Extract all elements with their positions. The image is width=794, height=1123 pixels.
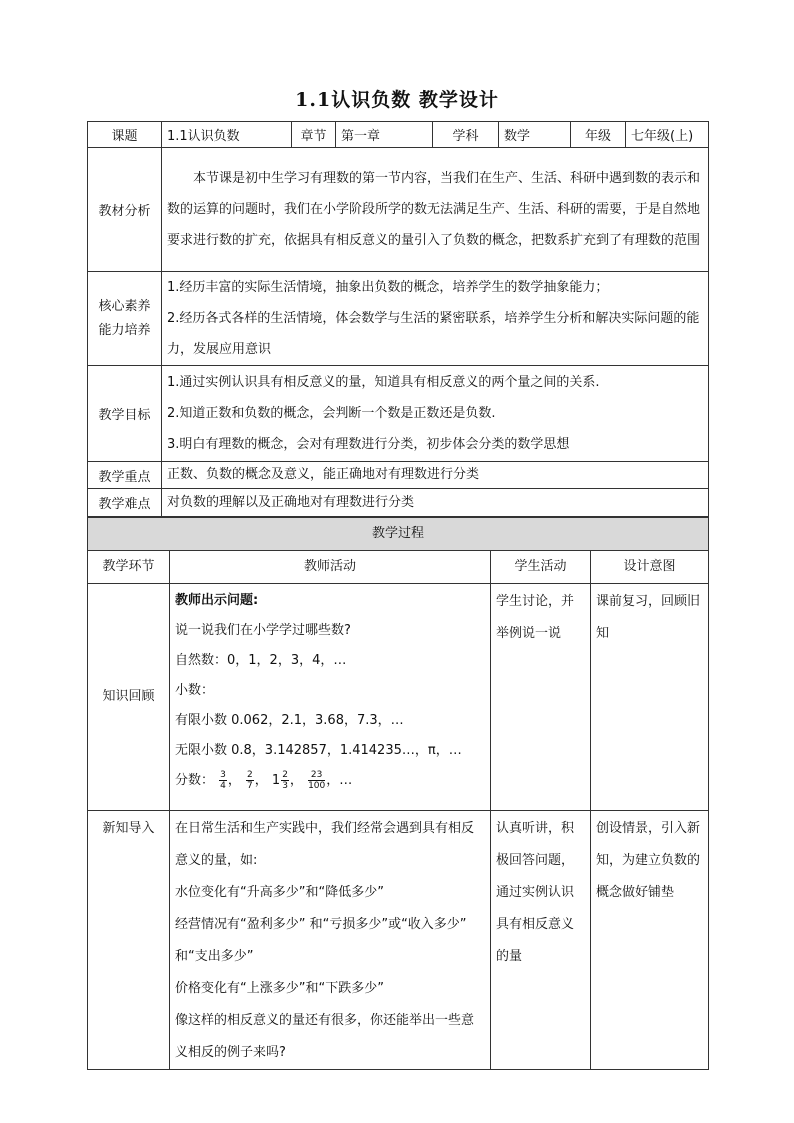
key-point-row <box>88 462 709 489</box>
intro-row <box>88 811 709 1070</box>
difficulty-label: 教学难点 <box>88 489 162 517</box>
process-title: 教学过程 <box>88 518 709 551</box>
chapter-label: 章节 <box>292 122 336 148</box>
teacher-line: 小数： <box>175 683 215 698</box>
material-analysis-row <box>88 148 709 272</box>
teacher-line: 自然数：0，1，2，3，4，… <box>175 653 347 668</box>
goals-label: 教学目标 <box>88 366 162 462</box>
intro-intent: 创设情景，引入新知，为建立负数的概念做好铺垫 <box>591 811 709 1070</box>
difficulty-text: 对负数的理解以及正确地对有理数进行分类 <box>162 489 709 517</box>
review-student: 学生讨论，并举例说一说 <box>491 584 591 811</box>
column-header: 设计意图 <box>591 551 709 584</box>
goals-row <box>88 366 709 462</box>
fraction: $\frac{23}{100}$ <box>308 770 326 791</box>
subject-label: 学科 <box>433 122 499 148</box>
page-title: 1.1认识负数 教学设计 <box>295 89 499 111</box>
teacher-line: 在日常生活和生产实践中，我们经常会遇到具有相反意义的量，如: <box>175 821 475 868</box>
topic-value: 1.1认识负数 <box>162 122 292 148</box>
grade-value: 七年级(上) <box>626 122 709 148</box>
column-header: 教学环节 <box>88 551 170 584</box>
teacher-line: 无限小数 0.8，3.142857，1.414235…，π，… <box>175 743 462 758</box>
fractions-line: 分数： $\frac{3}{4}$ ， $\frac{2}{7}$ ， 1 $\frac{2}{3}$ ， $\frac{23}{100}$ ，… <box>175 770 353 791</box>
teacher-line: 经营情况有“盈利多少” 和“亏损多少”或“收入多少” 和“支出多少” <box>175 917 467 964</box>
teacher-line: 价格变化有“上涨多少”和“下跌多少” <box>175 981 384 996</box>
key-point-text: 正数、负数的概念及意义，能正确地对有理数进行分类 <box>162 462 709 489</box>
process-table <box>87 517 709 1070</box>
overview-table <box>87 121 709 517</box>
review-stage: 知识回顾 <box>88 584 170 811</box>
goal-item: 3.明白有理数的概念，会对有理数进行分类，初步体会分类的数学思想 <box>167 437 570 452</box>
core-literacy-row <box>88 272 709 366</box>
review-intent: 课前复习，回顾旧知 <box>591 584 709 811</box>
intro-student: 认真听讲，积极回答问题，通过实例认识具有相反意义的量 <box>491 811 591 1070</box>
review-row <box>88 584 709 811</box>
column-header: 教师活动 <box>170 551 491 584</box>
column-header: 学生活动 <box>491 551 591 584</box>
teacher-heading: 教师出示问题: <box>175 593 259 608</box>
process-header-row <box>88 551 709 584</box>
fraction: $\frac{3}{4}$ <box>220 770 226 791</box>
teacher-line: 有限小数 0.062，2.1，3.68，7.3，… <box>175 713 404 728</box>
intro-stage: 新知导入 <box>88 811 170 1070</box>
fractions-label: 分数： <box>175 773 215 788</box>
topic-label: 课题 <box>88 122 162 148</box>
core-literacy-item: 2.经历各式各样的生活情境，体会数学与生活的紧密联系，培养学生分析和解决实际问题的能力，发展应用意识 <box>167 311 700 357</box>
process-title-row <box>88 518 709 551</box>
teacher-line: 水位变化有“升高多少”和“降低多少” <box>175 885 384 900</box>
teacher-line: 说一说我们在小学学过哪些数? <box>175 623 351 638</box>
chapter-value: 第一章 <box>336 122 433 148</box>
material-analysis-label: 教材分析 <box>88 148 162 272</box>
grade-label: 年级 <box>571 122 626 148</box>
goal-item: 1.通过实例认识具有相反意义的量，知道具有相反意义的两个量之间的关系. <box>167 375 600 390</box>
goal-item: 2.知道正数和负数的概念，会判断一个数是正数还是负数. <box>167 406 496 421</box>
core-literacy-label: 核心素养能力培养 <box>88 272 162 366</box>
subject-value: 数学 <box>499 122 571 148</box>
difficulty-row <box>88 489 709 517</box>
material-analysis-text: 本节课是初中生学习有理数的第一节内容，当我们在生产、生活、科研中遇到数的表示和数的运算的问题时，我们在小学阶段所学的数无法满足生产、生活、科研的需要，于是自然地要求进行数的扩充，依据具有相反意义的量引入了负数的概念，把数系扩充到了有理数的范围 <box>167 171 701 248</box>
teacher-line: 像这样的相反意义的量还有很多，你还能举出一些意义相反的例子来吗? <box>175 1013 475 1060</box>
header-row <box>88 122 709 148</box>
core-literacy-item: 1.经历丰富的实际生活情境，抽象出负数的概念，培养学生的数学抽象能力； <box>167 280 609 295</box>
fraction: 1 $\frac{2}{3}$ <box>271 770 288 791</box>
key-point-label: 教学重点 <box>88 462 162 489</box>
fraction: $\frac{2}{7}$ <box>247 770 253 791</box>
